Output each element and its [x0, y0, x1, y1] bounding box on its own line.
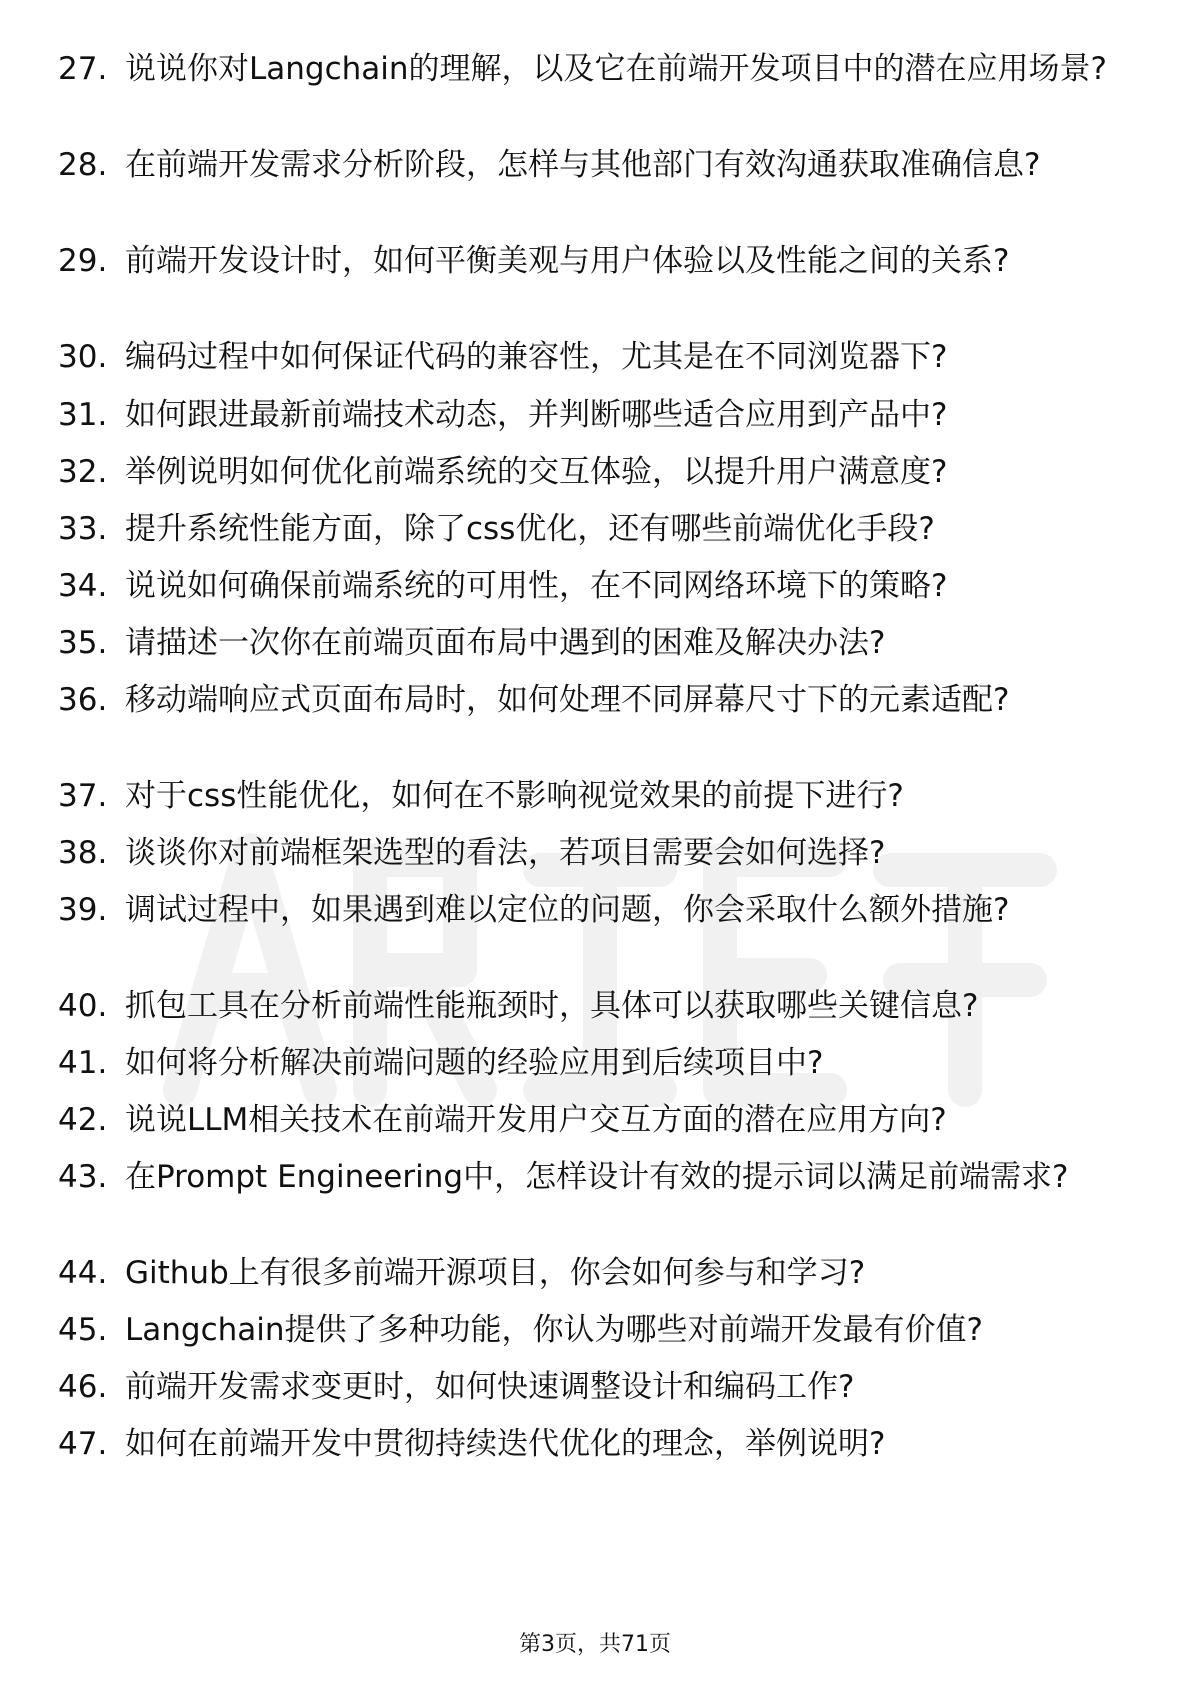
question-number: 31.: [58, 397, 108, 433]
question-text: 提升系统性能方面，除了css优化，还有哪些前端优化手段?: [125, 511, 935, 547]
question-text: 谈谈你对前端框架选型的看法，若项目需要会如何选择?: [125, 835, 886, 871]
question-number: 28.: [58, 147, 108, 183]
question-text: Langchain提供了多种功能，你认为哪些对前端开发最有价值?: [125, 1312, 983, 1348]
question-text: 在前端开发需求分析阶段，怎样与其他部门有效沟通获取准确信息?: [125, 147, 1041, 183]
question-number: 44.: [58, 1255, 108, 1291]
question-number: 40.: [58, 988, 108, 1024]
question-text: 调试过程中，如果遇到难以定位的问题，你会采取什么额外措施?: [125, 892, 1010, 928]
question-number: 33.: [58, 511, 108, 547]
question-text: 如何将分析解决前端问题的经验应用到后续项目中?: [125, 1045, 824, 1081]
question-text: 移动端响应式页面布局时，如何处理不同屏幕尺寸下的元素适配?: [125, 682, 1010, 718]
question-text: 如何跟进最新前端技术动态，并判断哪些适合应用到产品中?: [125, 397, 948, 433]
question-number: 46.: [58, 1369, 108, 1405]
question-text: 抓包工具在分析前端性能瓶颈时，具体可以获取哪些关键信息?: [125, 988, 979, 1024]
question-text: Github上有很多前端开源项目，你会如何参与和学习?: [125, 1255, 866, 1291]
question-text: 如何在前端开发中贯彻持续迭代优化的理念，举例说明?: [125, 1426, 886, 1462]
question-text: 编码过程中如何保证代码的兼容性，尤其是在不同浏览器下?: [125, 339, 948, 375]
question-text: 说说如何确保前端系统的可用性，在不同网络环境下的策略?: [125, 568, 948, 604]
question-text: 在Prompt Engineering中，怎样设计有效的提示词以满足前端需求?: [125, 1159, 1069, 1195]
question-text: 前端开发需求变更时，如何快速调整设计和编码工作?: [125, 1369, 855, 1405]
question-number: 47.: [58, 1426, 108, 1462]
question-number: 42.: [58, 1102, 108, 1138]
question-number: 34.: [58, 568, 108, 604]
question-text: 说说你对Langchain的理解，以及它在前端开发项目中的潜在应用场景?: [125, 51, 1107, 87]
question-number: 32.: [58, 454, 108, 490]
question-text: 举例说明如何优化前端系统的交互体验，以提升用户满意度?: [125, 454, 948, 490]
question-text: 请描述一次你在前端页面布局中遇到的困难及解决办法?: [125, 625, 886, 661]
question-number: 38.: [58, 835, 108, 871]
question-text: 对于css性能优化，如何在不影响视觉效果的前提下进行?: [125, 778, 904, 814]
page-number: 第3页，共71页: [519, 1632, 671, 1657]
question-number: 43.: [58, 1159, 108, 1195]
question-number: 36.: [58, 682, 108, 718]
question-number: 37.: [58, 778, 108, 814]
page-footer: [0, 1630, 1190, 1660]
question-number: 29.: [58, 243, 108, 279]
question-number: 30.: [58, 339, 108, 375]
question-number: 35.: [58, 625, 108, 661]
question-text: 前端开发设计时，如何平衡美观与用户体验以及性能之间的关系?: [125, 243, 1010, 279]
question-number: 45.: [58, 1312, 108, 1348]
question-number: 41.: [58, 1045, 108, 1081]
question-text: 说说LLM相关技术在前端开发用户交互方面的潜在应用方向?: [125, 1102, 947, 1138]
question-number: 39.: [58, 892, 108, 928]
question-number: 27.: [58, 51, 108, 87]
